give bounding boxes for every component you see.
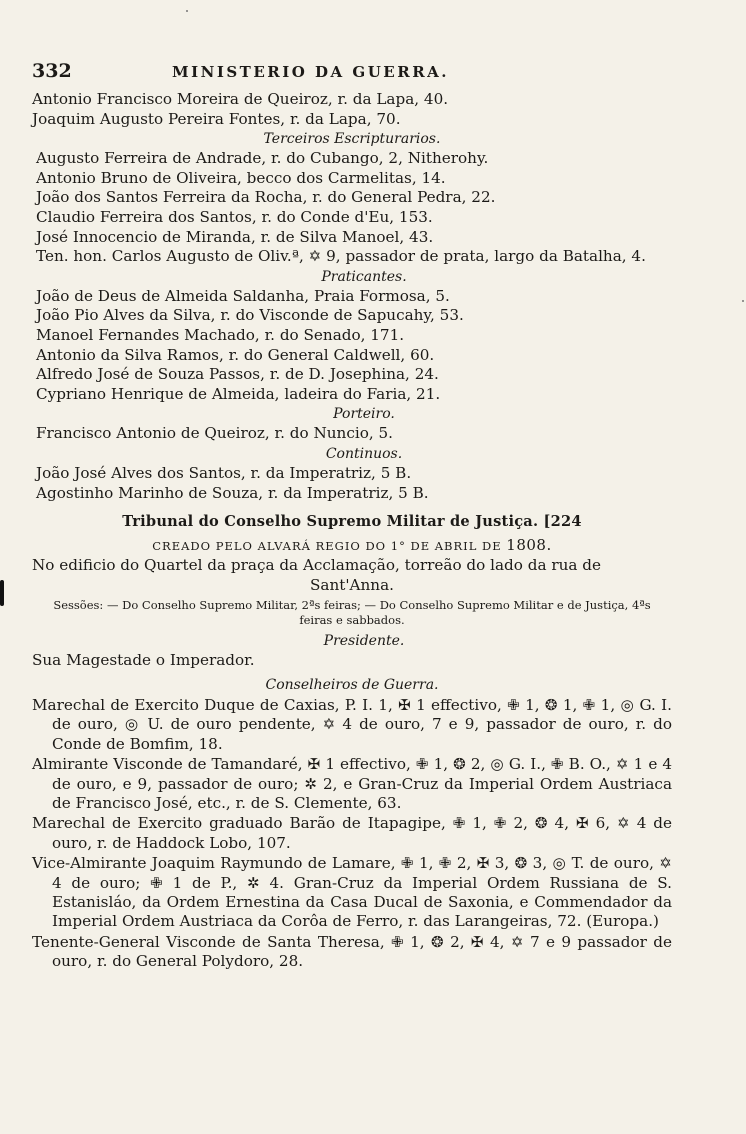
- list-item: Manoel Fernandes Machado, r. do Senado, 171.: [36, 325, 405, 344]
- location-line-end: Sant'Anna.: [310, 575, 394, 594]
- tribunal-title: Tribunal do Conselho Supremo Militar de Justiça. [224: [122, 513, 582, 531]
- decree-text: CREADO PELO ALVARÁ REGIO DO 1° DE ABRIL DE: [152, 539, 502, 554]
- list-item: Alfredo José de Souza Passos, r. de D. Josephina, 24.: [36, 365, 439, 384]
- list-item: Marechal de Exercito graduado Barão de Itapagipe, ✙ 1, ✙ 2, ❂ 4, ✠ 6, ✡ 4 de ouro, r. de Haddock Lobo, 107.: [32, 814, 672, 852]
- section-heading-porteiro: Porteiro.: [333, 406, 395, 423]
- section-heading-conselheiros: Conselheiros de Guerra.: [265, 676, 439, 693]
- section-heading-presidente: Presidente.: [323, 633, 405, 650]
- list-item: Tenente-General Visconde de Santa Theresa, ✙ 1, ❂ 2, ✠ 4, ✡ 7 e 9 passador de ouro, r. do General Polydoro, 28.: [32, 932, 672, 971]
- decree-line: [32, 535, 672, 556]
- list-item: Antonio da Silva Ramos, r. do General Caldwell, 60.: [36, 345, 435, 364]
- page-body: [32, 62, 672, 973]
- list-item: Marechal de Exercito Duque de Caxias, P. I. 1, ✠ 1 effectivo, ✙ 1, ❂ 1, ✙ 1, ◎ G. I. de ouro, ◎ U. de ouro pendente, ✡ 4 de ouro, 7 e 9, passador de ouro, r. do Conde de Bomfim, 18.: [32, 695, 672, 753]
- praticantes-list: [32, 287, 672, 405]
- list-item: Claudio Ferreira dos Santos, r. do Conde d'Eu, 153.: [36, 207, 433, 226]
- list-item: Joaquim Augusto Pereira Fontes, r. da Lapa, 70.: [32, 109, 401, 128]
- list-item: Ten. hon. Carlos Augusto de Oliv.ª, ✡ 9, passador de prata, largo da Batalha, 4.: [36, 247, 646, 266]
- decree-year: 1808.: [506, 536, 552, 555]
- list-item: José Innocencio de Miranda, r. de Silva Manoel, 43.: [36, 227, 434, 246]
- conselheiros-list: [32, 696, 672, 972]
- list-item: Augusto Ferreira de Andrade, r. do Cubango, 2, Nitherohy.: [36, 149, 489, 168]
- list-item: João de Deus de Almeida Saldanha, Praia Formosa, 5.: [36, 286, 450, 305]
- location-line: No edificio do Quartel da praça da Acclamação, torreão do lado da rua de: [32, 556, 601, 575]
- porteiro-list: [32, 424, 672, 444]
- top-list: [32, 90, 672, 129]
- list-item: João dos Santos Ferreira da Rocha, r. do General Pedra, 22.: [36, 188, 496, 207]
- ink-speck: [742, 300, 744, 302]
- terceiros-list: [32, 149, 672, 267]
- margin-mark: [0, 580, 4, 606]
- page-number: 332: [32, 60, 72, 82]
- list-item: Antonio Bruno de Oliveira, becco dos Carmelitas, 14.: [36, 168, 446, 187]
- section-heading-terceiros: Terceiros Escripturarios.: [263, 131, 441, 148]
- section-heading-praticantes: Praticantes.: [321, 268, 407, 285]
- list-item: Francisco Antonio de Queiroz, r. do Nuncio, 5.: [36, 424, 393, 443]
- presidente-name: Sua Magestade o Imperador.: [32, 651, 255, 670]
- list-item: Cypriano Henrique de Almeida, ladeira do Faria, 21.: [36, 384, 441, 403]
- list-item: Vice-Almirante Joaquim Raymundo de Lamare, ✙ 1, ✙ 2, ✠ 3, ❂ 3, ◎ T. de ouro, ✡ 4 de ouro; ✙ 1 de P., ✲ 4. Gran-Cruz da Imperial Ordem Russiana de S. Estanisláo, da Ordem Ernestina da Casa Ducal de Saxonia, e Commendador da Imperial Ordem Austriaca da Corôa de Ferro, r. das Larangeiras, 72. (Europa.): [32, 854, 672, 931]
- sessions-note: Sessões: — Do Conselho Supremo Militar, 2ªs feiras; — Do Conselho Supremo Militar e de Justiça, 4ªs feiras e sabbados.: [53, 598, 651, 628]
- section-heading-continuos: Continuos.: [325, 445, 403, 462]
- continuos-list: [32, 464, 672, 503]
- list-item: João José Alves dos Santos, r. da Imperatriz, 5 B.: [36, 463, 412, 482]
- page-header: [32, 62, 672, 88]
- list-item: Agostinho Marinho de Souza, r. da Imperatriz, 5 B.: [36, 483, 429, 502]
- list-item: João Pio Alves da Silva, r. do Visconde de Sapucahy, 53.: [36, 306, 464, 325]
- ink-speck: [186, 10, 188, 12]
- running-title: MINISTERIO DA GUERRA.: [172, 63, 450, 81]
- list-item: Almirante Visconde de Tamandaré, ✠ 1 effectivo, ✙ 1, ❂ 2, ◎ G. I., ✙ B. O., ✡ 1 e 4 de ouro, e 9, passador de ouro; ✲ 2, e Gran-Cruz da Imperial Ordem Austriaca de Francisco José, etc., r. de S. Clemente, 63.: [32, 755, 672, 812]
- list-item: Antonio Francisco Moreira de Queiroz, r. da Lapa, 40.: [32, 90, 449, 108]
